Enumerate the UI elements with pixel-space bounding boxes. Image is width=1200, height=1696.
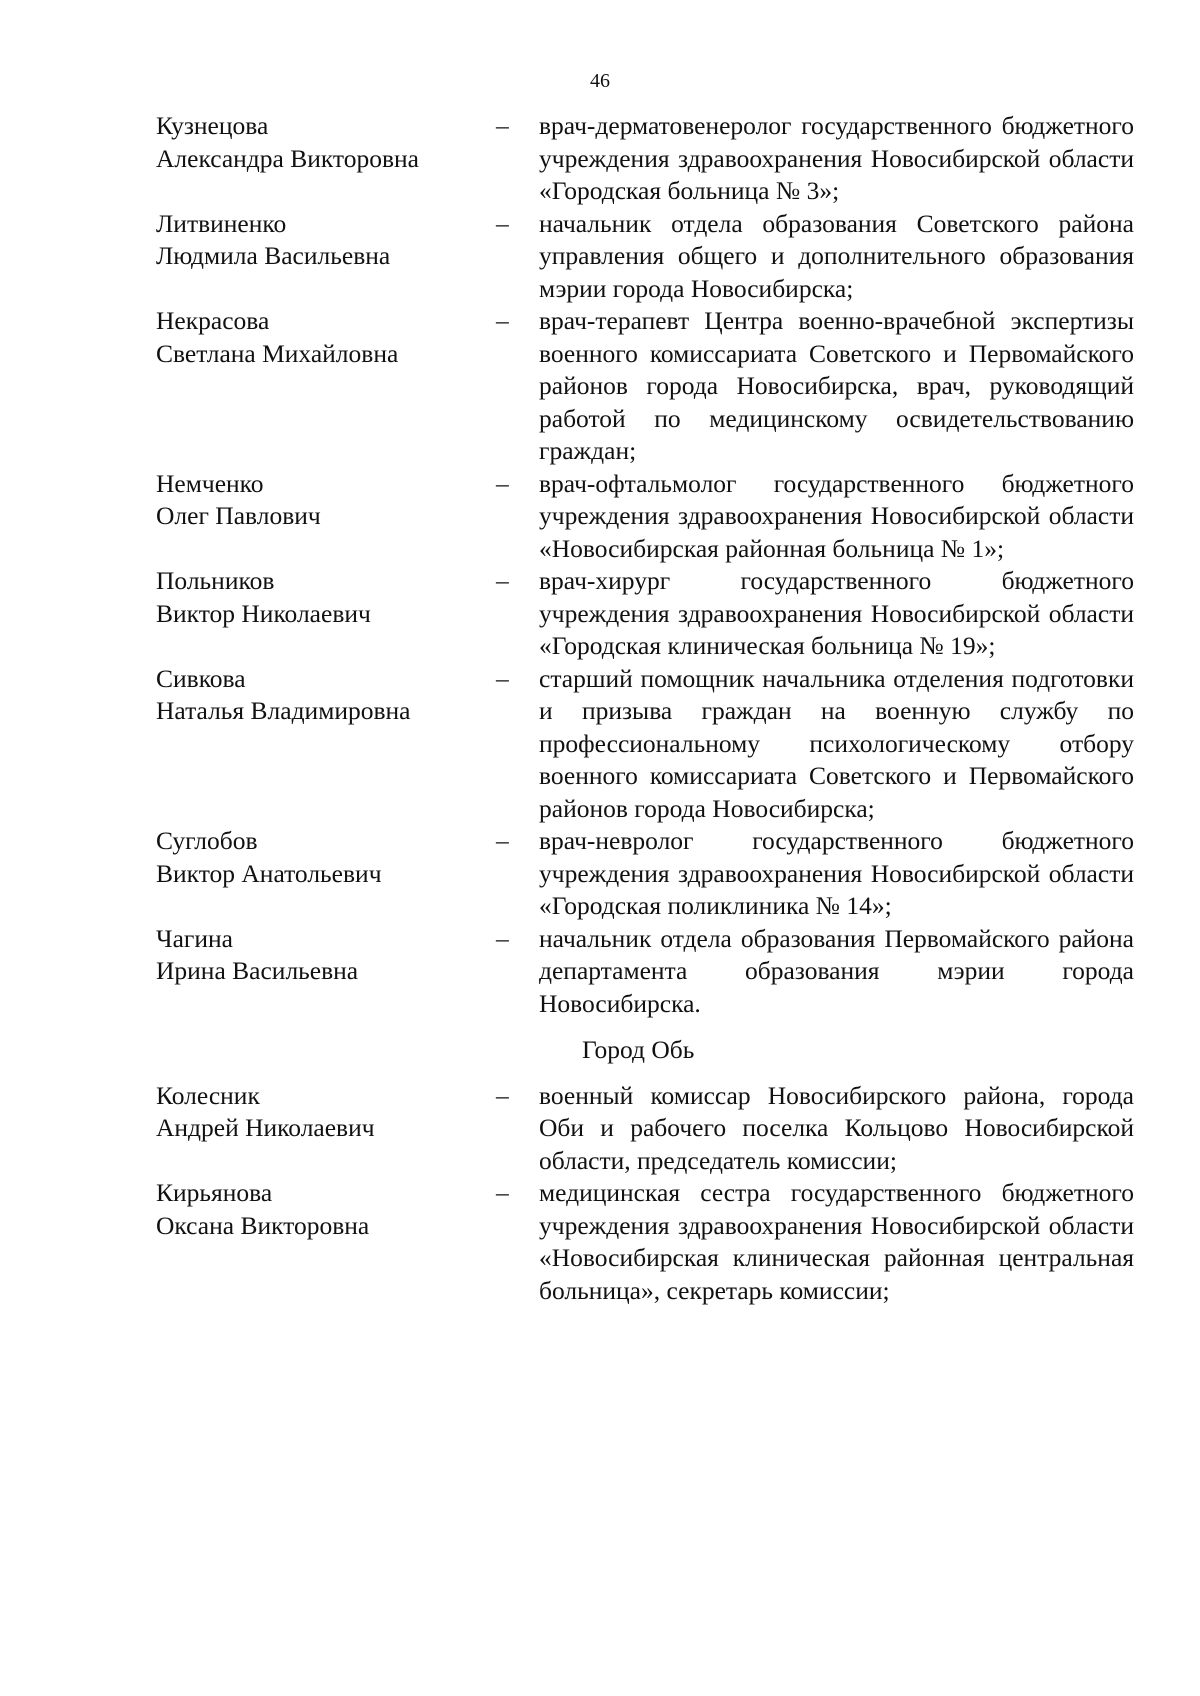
member-entry	[156, 110, 1134, 208]
member-given-names: Александра Викторовна	[156, 143, 419, 173]
dash-separator: –	[496, 566, 509, 595]
member-name	[156, 1080, 496, 1178]
member-position: военный комиссар Новосибирского района, города Оби и рабочего поселка Кольцово Новосибирской области, председатель комиссии;	[539, 1080, 1134, 1175]
member-name	[156, 565, 496, 663]
member-given-names: Оксана Викторовна	[156, 1210, 370, 1240]
commission-member-list	[156, 110, 1134, 1307]
member-surname: Кузнецова	[156, 111, 269, 140]
member-name	[156, 110, 496, 208]
member-surname: Кирьянова	[156, 1178, 273, 1207]
dash-separator: –	[496, 468, 509, 498]
member-surname: Некрасова	[156, 306, 270, 335]
member-name	[156, 663, 496, 826]
member-entry	[156, 565, 1134, 663]
member-surname: Суглобов	[156, 826, 258, 855]
member-given-names: Виктор Николаевич	[156, 598, 371, 628]
dash-separator: –	[496, 826, 509, 855]
member-position: начальник отдела образования Первомайского района департамента образования мэрии города Новосибирска.	[539, 923, 1134, 1018]
member-entry	[156, 1177, 1134, 1307]
member-position: врач-терапевт Центра военно-врачебной экспертизы военного комиссариата Советского и Первомайского районов города Новосибирска, врач, руководящий работой по медицинскому освидетельствованию граждан;	[539, 306, 1134, 465]
member-name	[156, 923, 496, 1021]
dash-separator: –	[496, 663, 509, 693]
member-entry	[156, 468, 1134, 566]
member-surname: Колесник	[156, 1080, 260, 1110]
member-surname: Сивкова	[156, 663, 246, 693]
member-surname: Чагина	[156, 923, 233, 953]
member-position: врач-дерматовенеролог государственного бюджетного учреждения здравоохранения Новосибирской области «Городская больница № 3»;	[539, 111, 1134, 205]
dash-separator: –	[496, 306, 509, 335]
member-position: врач-невролог государственного бюджетного учреждения здравоохранения Новосибирской области «Городская поликлиника № 14»;	[539, 826, 1134, 920]
member-given-names: Светлана Михайловна	[156, 338, 399, 368]
dash-separator: –	[496, 1178, 509, 1207]
dash-separator: –	[496, 208, 509, 238]
member-given-names: Наталья Владимировна	[156, 696, 411, 725]
member-name	[156, 305, 496, 468]
page-number: 46	[590, 70, 610, 92]
member-position: медицинская сестра государственного бюджетного учреждения здравоохранения Новосибирской области «Новосибирская клиническая районная центральная больница», секретарь комиссии;	[539, 1178, 1134, 1305]
member-entry	[156, 305, 1134, 468]
member-entry	[156, 208, 1134, 306]
member-given-names: Олег Павлович	[156, 501, 321, 530]
member-position: старший помощник начальника отделения подготовки и призыва граждан на военную службу по профессиональному психологическому отбору военного комиссариата Советского и Первомайского районов города Новосибирска;	[539, 663, 1134, 823]
member-name	[156, 208, 496, 306]
member-name	[156, 825, 496, 923]
member-given-names: Андрей Николаевич	[156, 1113, 375, 1142]
dash-separator: –	[496, 111, 509, 140]
section-heading: Город Обь	[582, 1035, 695, 1064]
member-position: врач-хирург государственного бюджетного учреждения здравоохранения Новосибирской области «Городская клиническая больница № 19»;	[539, 566, 1134, 660]
member-entry	[156, 1080, 1134, 1178]
member-entry	[156, 825, 1134, 923]
member-surname: Литвиненко	[156, 208, 287, 238]
member-given-names: Виктор Анатольевич	[156, 858, 382, 888]
member-given-names: Людмила Васильевна	[156, 241, 391, 270]
member-given-names: Ирина Васильевна	[156, 956, 359, 985]
member-entry	[156, 663, 1134, 826]
member-surname: Польников	[156, 566, 275, 595]
member-surname: Немченко	[156, 468, 264, 498]
member-name	[156, 1177, 496, 1307]
member-position: начальник отдела образования Советского района управления общего и дополнительного образования мэрии города Новосибирска;	[539, 208, 1134, 303]
dash-separator: –	[496, 923, 509, 953]
member-entry	[156, 923, 1134, 1021]
member-name	[156, 468, 496, 566]
member-position: врач-офтальмолог государственного бюджетного учреждения здравоохранения Новосибирской области «Новосибирская районная больница № 1»;	[539, 468, 1134, 563]
dash-separator: –	[496, 1080, 509, 1110]
